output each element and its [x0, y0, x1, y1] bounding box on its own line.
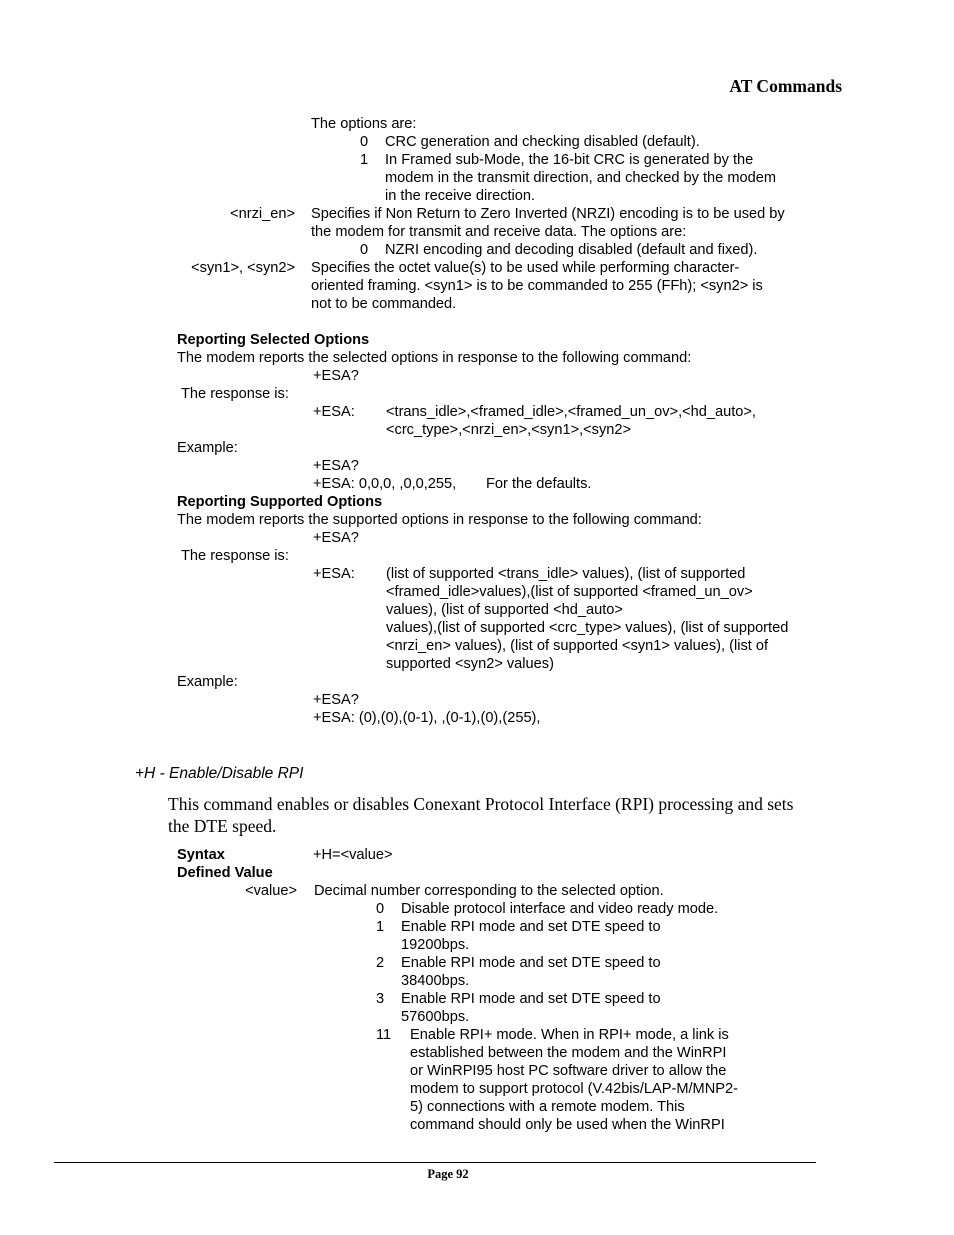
- h-option-text: Enable RPI mode and set DTE speed to: [401, 991, 661, 1007]
- syn-param-label: <syn1>, <syn2>: [191, 260, 295, 276]
- defined-value-label: Defined Value: [177, 865, 273, 881]
- h-option-text: 57600bps.: [401, 1009, 470, 1025]
- reporting-supported-response-command: +ESA:: [313, 566, 355, 582]
- reporting-supported-response-line: (list of supported <trans_idle> values), (list of supported: [386, 566, 746, 582]
- nrzi-param-label: <nrzi_en>: [230, 206, 295, 222]
- footer-divider: [54, 1162, 816, 1163]
- h-option-text: or WinRPI95 host PC software driver to allow the: [410, 1063, 727, 1079]
- nrzi-option-0-number: 0: [360, 242, 369, 258]
- reporting-supported-response-line: supported <syn2> values): [386, 656, 554, 672]
- reporting-selected-example-note: For the defaults.: [486, 476, 592, 492]
- h-option-text: 5) connections with a remote modem. This: [410, 1099, 685, 1115]
- crc-option-1-line: modem in the transmit direction, and checked by the modem: [385, 170, 776, 186]
- h-option-text: modem to support protocol (V.42bis/LAP-M/MNP2-: [410, 1081, 738, 1097]
- reporting-selected-heading: Reporting Selected Options: [177, 332, 370, 348]
- reporting-supported-heading: Reporting Supported Options: [177, 494, 383, 510]
- nrzi-param-line: the modem for transmit and receive data. The options are:: [311, 224, 687, 240]
- syntax-value: +H=<value>: [313, 847, 393, 863]
- reporting-selected-intro: The modem reports the selected options in response to the following command:: [177, 350, 692, 366]
- h-command-description-line: the DTE speed.: [168, 816, 277, 836]
- reporting-supported-response-line: <nrzi_en> values), (list of supported <syn1> values), (list of: [386, 638, 769, 654]
- syn-param-line: not to be commanded.: [311, 296, 457, 312]
- h-option-text: established between the modem and the WinRPI: [410, 1045, 727, 1061]
- page-number: Page 92: [427, 1167, 469, 1181]
- crc-option-1-line: In Framed sub-Mode, the 16-bit CRC is generated by the: [385, 152, 754, 168]
- h-option-number: 11: [376, 1027, 392, 1043]
- nrzi-option-0-text: NZRI encoding and decoding disabled (default and fixed).: [385, 242, 758, 258]
- reporting-selected-response-label: The response is:: [181, 386, 289, 402]
- crc-option-0-text: CRC generation and checking disabled (default).: [385, 134, 700, 150]
- value-param-description: Decimal number corresponding to the selected option.: [314, 883, 664, 899]
- reporting-supported-intro: The modem reports the supported options in response to the following command:: [177, 512, 702, 528]
- h-option-text: Enable RPI mode and set DTE speed to: [401, 919, 661, 935]
- h-option-number: 0: [376, 901, 385, 917]
- syn-param-line: Specifies the octet value(s) to be used while performing character-: [311, 260, 740, 276]
- h-option-number: 1: [376, 919, 385, 935]
- h-command-description-line: This command enables or disables Conexant Protocol Interface (RPI) processing and sets: [168, 794, 794, 814]
- reporting-selected-example-response: +ESA: 0,0,0, ,0,0,255,: [313, 476, 457, 492]
- reporting-selected-response-command: +ESA:: [313, 404, 355, 420]
- h-option-text: 19200bps.: [401, 937, 470, 953]
- syn-param-line: oriented framing. <syn1> is to be commanded to 255 (FFh); <syn2> is: [311, 278, 763, 294]
- reporting-supported-example-response: +ESA: (0),(0),(0-1), ,(0-1),(0),(255),: [313, 710, 541, 726]
- options-are-text: The options are:: [311, 116, 417, 132]
- h-option-text: Disable protocol interface and video ready mode.: [401, 901, 719, 917]
- syntax-label: Syntax: [177, 847, 225, 863]
- reporting-selected-example-label: Example:: [177, 440, 238, 456]
- reporting-selected-command: +ESA?: [313, 368, 359, 384]
- reporting-supported-command: +ESA?: [313, 530, 359, 546]
- h-option-text: Enable RPI mode and set DTE speed to: [401, 955, 661, 971]
- value-param-label: <value>: [245, 883, 297, 899]
- reporting-supported-response-line: <framed_idle>values),(list of supported <framed_un_ov>: [386, 584, 753, 600]
- reporting-supported-example-command: +ESA?: [313, 692, 359, 708]
- crc-option-1-number: 1: [360, 152, 369, 168]
- h-option-number: 2: [376, 955, 385, 971]
- h-option-number: 3: [376, 991, 385, 1007]
- crc-option-1-line: in the receive direction.: [385, 188, 536, 204]
- reporting-selected-response-line: <crc_type>,<nrzi_en>,<syn1>,<syn2>: [386, 422, 632, 438]
- nrzi-param-line: Specifies if Non Return to Zero Inverted (NRZI) encoding is to be used by: [311, 206, 785, 222]
- h-option-text: Enable RPI+ mode. When in RPI+ mode, a link is: [410, 1027, 729, 1043]
- h-command-title: +H - Enable/Disable RPI: [135, 765, 304, 782]
- reporting-supported-example-label: Example:: [177, 674, 238, 690]
- page-header-title: AT Commands: [729, 76, 842, 96]
- crc-option-0-number: 0: [360, 134, 369, 150]
- reporting-supported-response-line: values),(list of supported <crc_type> values), (list of supported: [386, 620, 789, 636]
- reporting-selected-example-command: +ESA?: [313, 458, 359, 474]
- h-option-text: command should only be used when the WinRPI: [410, 1117, 725, 1133]
- reporting-supported-response-line: values), (list of supported <hd_auto>: [386, 602, 623, 618]
- reporting-supported-response-label: The response is:: [181, 548, 289, 564]
- reporting-selected-response-line: <trans_idle>,<framed_idle>,<framed_un_ov>,<hd_auto>,: [386, 404, 756, 420]
- h-option-text: 38400bps.: [401, 973, 470, 989]
